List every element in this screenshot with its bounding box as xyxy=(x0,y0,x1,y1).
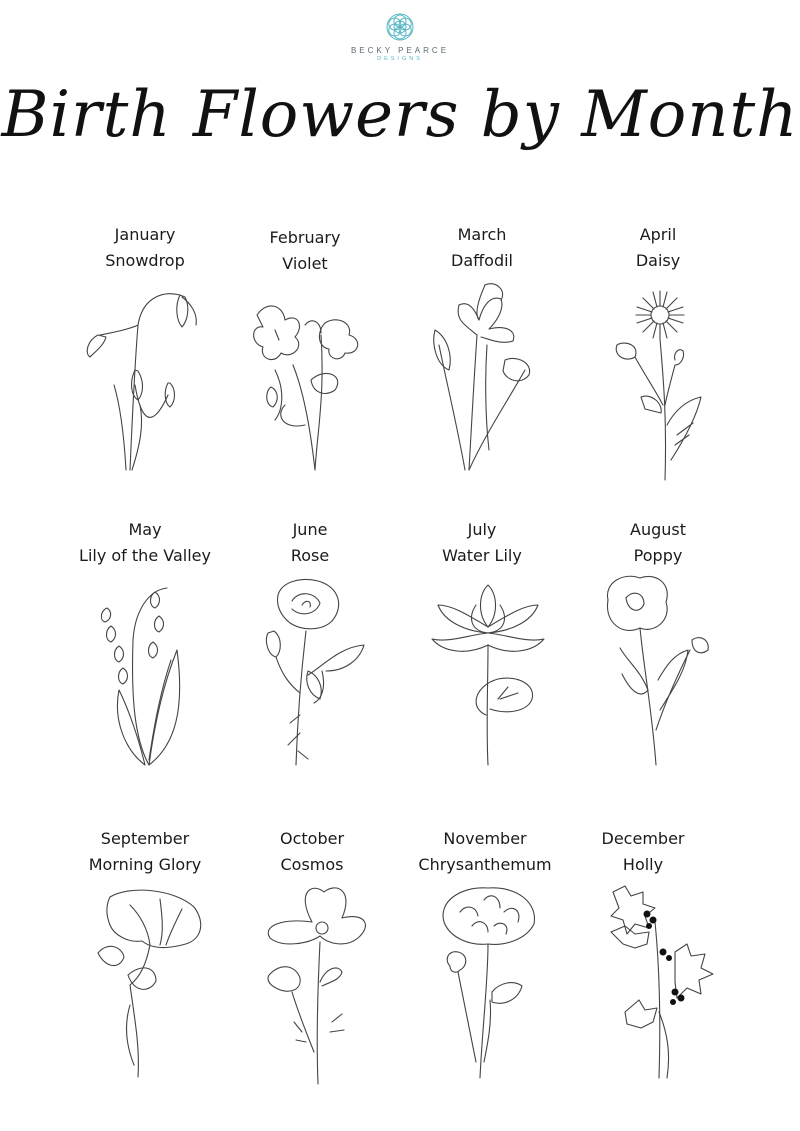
daisy-illustration xyxy=(605,285,715,485)
lily-of-the-valley-illustration xyxy=(95,580,205,770)
holly-illustration xyxy=(605,882,720,1082)
chrysanthemum-illustration xyxy=(430,882,550,1082)
flower-label: Cosmos xyxy=(280,855,344,874)
flower-label: Violet xyxy=(282,254,328,273)
month-cell-july xyxy=(387,517,577,569)
month-cell-june xyxy=(215,517,405,569)
month-label: October xyxy=(279,829,345,848)
month-label: March xyxy=(457,225,507,244)
flower-label: Daffodil xyxy=(451,251,513,270)
month-cell-april xyxy=(563,222,753,274)
month-label: November xyxy=(443,829,527,848)
flower-label: Water Lily xyxy=(442,546,522,565)
snowdrop-illustration xyxy=(80,285,210,475)
month-cell-march xyxy=(387,222,577,274)
month-cell-august xyxy=(563,517,753,569)
morning-glory-illustration xyxy=(90,885,210,1080)
cosmos-illustration xyxy=(262,882,382,1087)
flower-label: Rose xyxy=(290,546,330,565)
flower-label: Morning Glory xyxy=(88,855,202,874)
daffodil-illustration xyxy=(425,275,545,475)
brand-name: BECKY PEARCE xyxy=(350,46,450,55)
violet-illustration xyxy=(245,295,375,475)
month-label: June xyxy=(292,520,328,539)
brand-logo xyxy=(0,12,800,62)
flower-label: Chrysanthemum xyxy=(418,855,552,874)
flower-of-life-icon xyxy=(385,12,415,42)
brand-subtitle: DESIGNS xyxy=(377,56,423,62)
month-label: February xyxy=(269,228,341,247)
month-label: July xyxy=(467,520,497,539)
month-label: May xyxy=(128,520,162,539)
flower-label: Lily of the Valley xyxy=(79,546,211,565)
month-cell-february xyxy=(210,225,400,277)
month-label: August xyxy=(630,520,686,539)
month-cell-september xyxy=(50,826,240,878)
month-cell-october xyxy=(217,826,407,878)
rose-illustration xyxy=(262,575,372,770)
month-cell-may xyxy=(50,517,240,569)
flower-label: Snowdrop xyxy=(105,251,185,270)
flower-label: Daisy xyxy=(635,251,681,270)
month-label: September xyxy=(100,829,190,848)
flower-label: Holly xyxy=(622,855,664,874)
water-lily-illustration xyxy=(428,575,548,770)
month-label: December xyxy=(601,829,685,848)
flower-label: Poppy xyxy=(633,546,683,565)
poppy-illustration xyxy=(600,570,720,770)
month-label: January xyxy=(114,225,176,244)
month-label: April xyxy=(639,225,677,244)
page-title: Birth Flowers by Month xyxy=(1,78,799,152)
month-cell-december xyxy=(548,826,738,878)
